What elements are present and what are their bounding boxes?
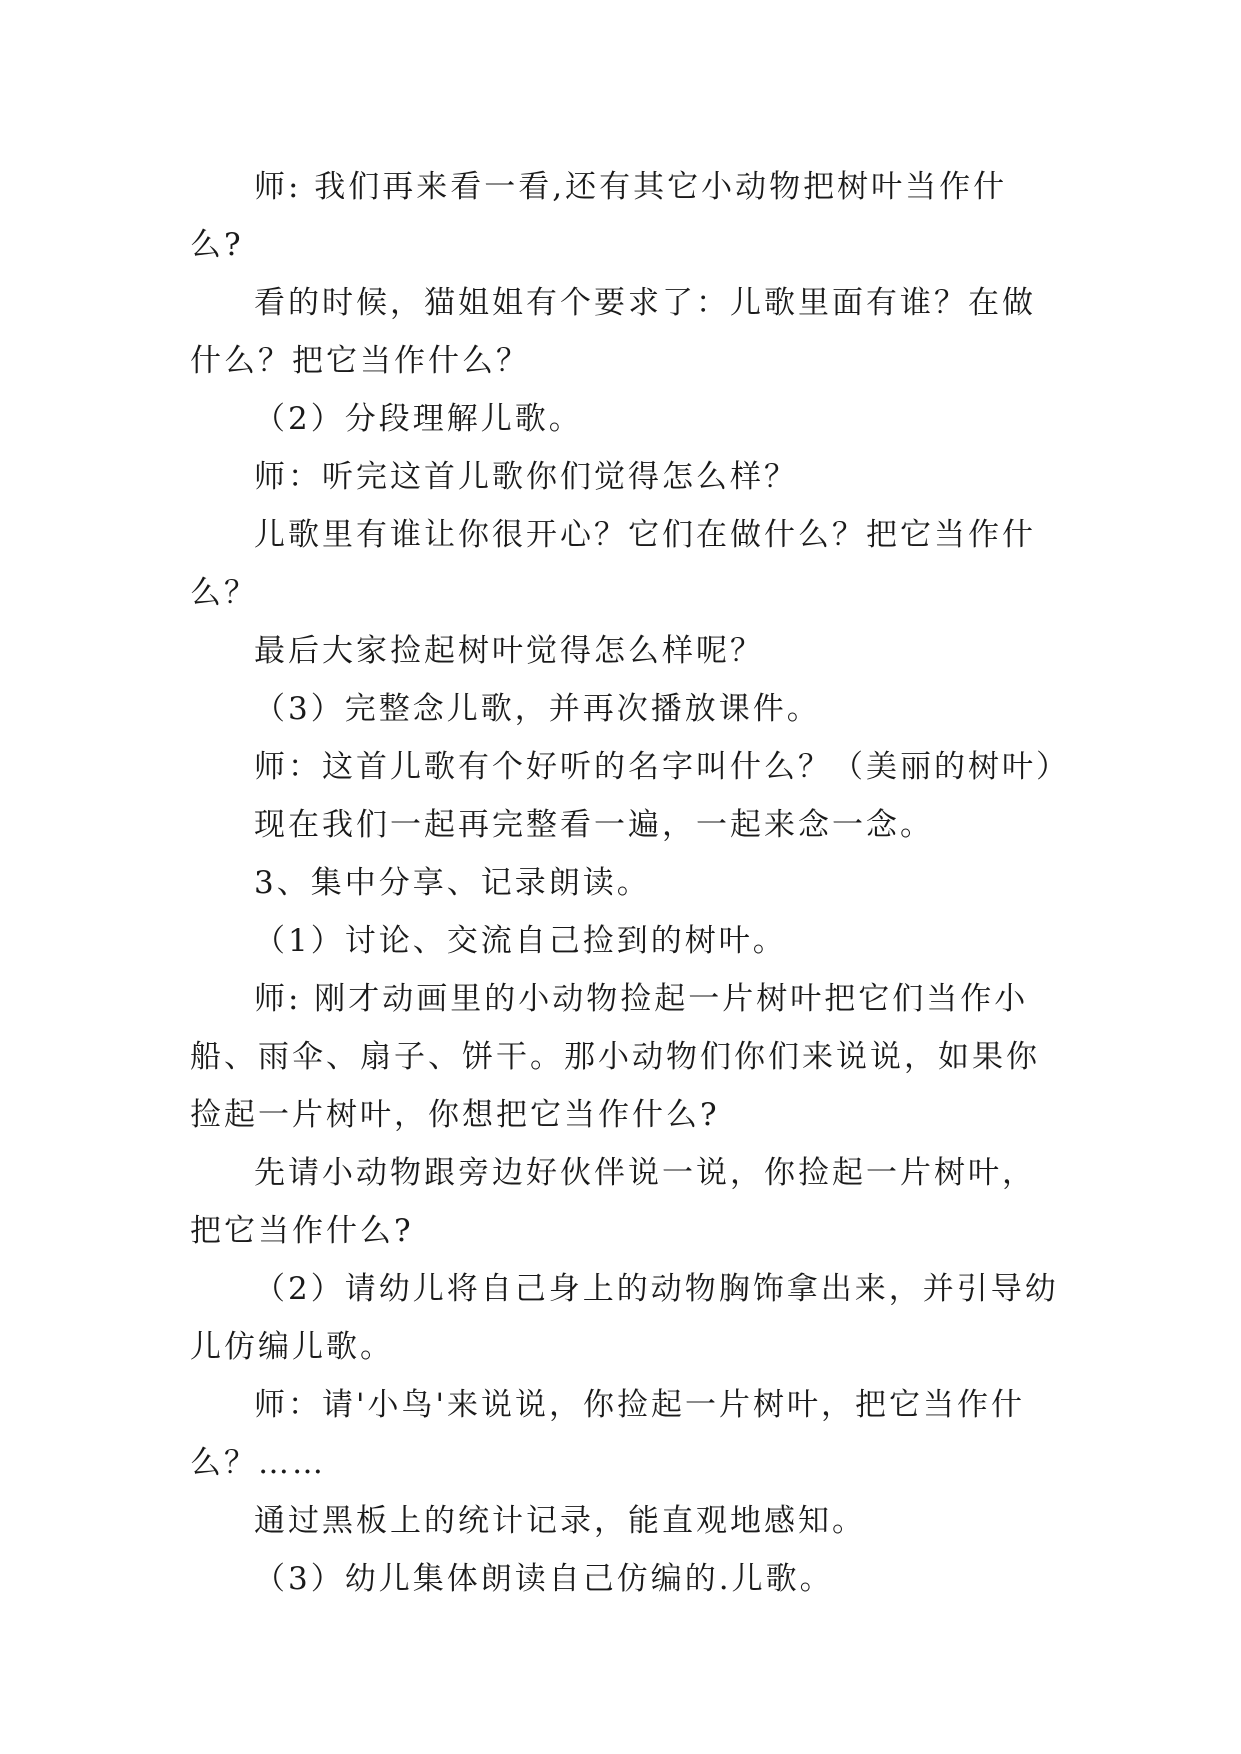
document-page [190,158,1070,1608]
section-heading: （2）请幼儿将自己身上的动物胸饰拿出来，并引导幼儿仿编儿歌。 [190,1271,1059,1365]
section-heading: （1）讨论、交流自己捡到的树叶。 [254,923,787,959]
section-heading: （3）幼儿集体朗读自己仿编的.儿歌。 [254,1561,834,1597]
section-heading: 3、集中分享、记录朗读。 [254,865,651,901]
paragraph: 师: 刚才动画里的小动物捡起一片树叶把它们当作小船、雨伞、扇子、饼干。那小动物们你们来说说，如果你捡起一片树叶，你想把它当作什么? [190,981,1040,1133]
paragraph: 现在我们一起再完整看一遍，一起来念一念。 [254,807,934,843]
paragraph: 先请小动物跟旁边好伙伴说一说，你捡起一片树叶，把它当作什么? [190,1155,1036,1249]
section-heading: （3）完整念儿歌，并再次播放课件。 [254,691,821,727]
paragraph: 师：这首儿歌有个好听的名字叫什么？（美丽的树叶） [254,749,1070,785]
paragraph: 儿歌里有谁让你很开心？它们在做什么？把它当作什么？ [190,517,1036,611]
section-heading: （2）分段理解儿歌。 [254,401,583,437]
paragraph: 通过黑板上的统计记录，能直观地感知。 [254,1503,866,1539]
paragraph: 师：听完这首儿歌你们觉得怎么样？ [254,459,798,495]
paragraph: 看的时候，猫姐姐有个要求了：儿歌里面有谁？在做什么？把它当作什么？ [190,285,1036,379]
paragraph: 最后大家捡起树叶觉得怎么样呢？ [254,633,764,669]
paragraph: 师：请'小鸟'来说说，你捡起一片树叶，把它当作什么？…… [190,1387,1026,1481]
paragraph: 师: 我们再来看一看,还有其它小动物把树叶当作什么? [190,169,1008,263]
